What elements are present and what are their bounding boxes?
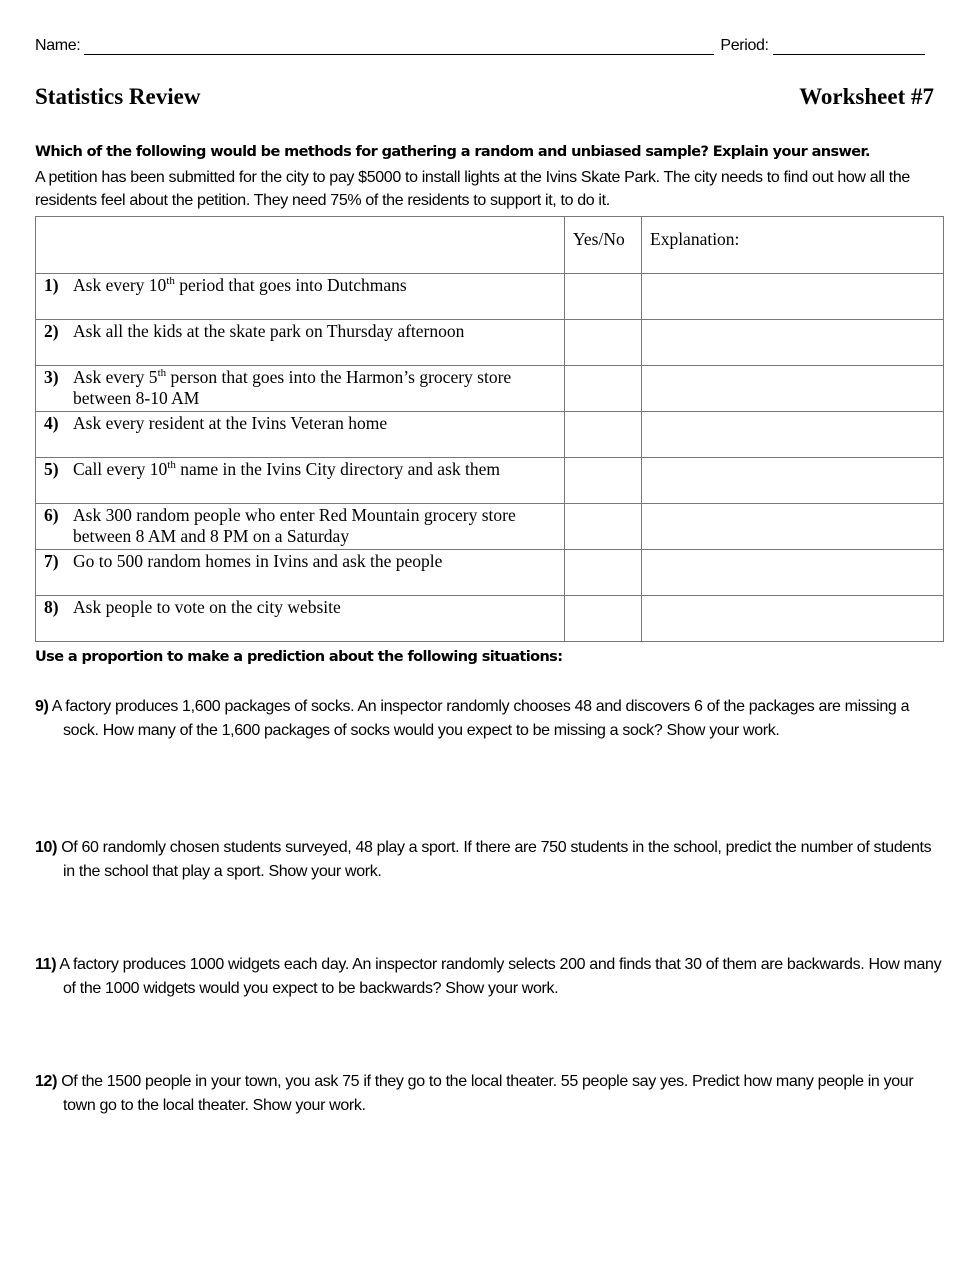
explanation-cell[interactable] — [642, 550, 944, 596]
question-number: 11) — [35, 956, 57, 973]
method-text-part: name in the Ivins City directory and ask them — [175, 459, 501, 479]
method-cell — [36, 550, 565, 596]
method-text — [73, 597, 553, 618]
method-cell — [36, 274, 565, 320]
table-row — [36, 412, 944, 458]
section2-heading: Use a proportion to make a prediction about the following situations: — [35, 649, 563, 665]
item-number: 1) — [44, 275, 59, 295]
table-header-row — [36, 217, 944, 274]
question-9 — [35, 695, 945, 742]
ordinal-suffix: th — [157, 367, 167, 380]
name-field[interactable] — [84, 38, 714, 55]
item-number: 8) — [44, 597, 59, 617]
table-row — [36, 596, 944, 642]
item-number: 4) — [44, 413, 59, 433]
method-text — [73, 459, 553, 480]
method-cell — [36, 412, 565, 458]
method-text-part: Go to 500 random homes in Ivins and ask the people — [73, 551, 443, 571]
method-text-part: person that goes into the Harmon’s grocery store between 8-10 AM — [73, 367, 512, 408]
name-period-row — [35, 37, 940, 55]
section1-heading: Which of the following would be methods for gathering a random and unbiased sample? Explain your answer. — [35, 144, 870, 160]
question-number: 12) — [35, 1073, 58, 1090]
method-cell — [36, 504, 565, 550]
work-space-12[interactable] — [35, 1122, 945, 1242]
method-cell — [36, 366, 565, 412]
work-space-11[interactable] — [35, 1005, 945, 1065]
method-text-part: Ask every 5 — [73, 367, 158, 387]
explanation-cell[interactable] — [642, 596, 944, 642]
explanation-cell[interactable] — [642, 412, 944, 458]
sampling-methods-table — [35, 216, 944, 642]
method-text — [73, 321, 553, 342]
method-text-part: Ask people to vote on the city website — [73, 597, 341, 617]
header-method — [36, 217, 565, 274]
ordinal-suffix: th — [167, 459, 176, 472]
table-row — [36, 504, 944, 550]
item-number: 6) — [44, 505, 59, 525]
question-text: Of the 1500 people in your town, you ask 75 if they go to the local theater. 55 people say yes. Predict how many people in your town go to the local theater. Show your work. — [61, 1073, 914, 1114]
method-text-part: period that goes into Dutchmans — [174, 275, 407, 295]
yes-no-cell[interactable] — [565, 366, 642, 412]
question-number: 9) — [35, 698, 49, 715]
explanation-cell[interactable] — [642, 504, 944, 550]
period-label: Period: — [720, 37, 769, 54]
name-label: Name: — [35, 37, 81, 54]
yes-no-cell[interactable] — [565, 550, 642, 596]
question-11 — [35, 953, 945, 1000]
table-row — [36, 274, 944, 320]
header-yes-no: Yes/No — [565, 217, 642, 274]
method-text — [73, 367, 553, 409]
method-text — [73, 551, 553, 572]
item-number: 7) — [44, 551, 59, 571]
method-text — [73, 275, 553, 296]
question-number: 10) — [35, 839, 58, 856]
header-explanation: Explanation: — [642, 217, 944, 274]
yes-no-cell[interactable] — [565, 458, 642, 504]
explanation-cell[interactable] — [642, 320, 944, 366]
question-text: A factory produces 1,600 packages of socks. An inspector randomly chooses 48 and discovers 6 of the packages are missing a sock. How many of the 1,600 packages of socks would you expect to be missing a sock? Show your work. — [51, 698, 910, 739]
work-space-9[interactable] — [35, 770, 945, 830]
yes-no-cell[interactable] — [565, 504, 642, 550]
method-text — [73, 505, 553, 547]
yes-no-cell[interactable] — [565, 274, 642, 320]
method-text-part: Ask all the kids at the skate park on Thursday afternoon — [73, 321, 465, 341]
table-row — [36, 320, 944, 366]
yes-no-cell[interactable] — [565, 412, 642, 458]
method-text — [73, 413, 553, 434]
method-cell — [36, 320, 565, 366]
method-text-part: Ask 300 random people who enter Red Mountain grocery store between 8 AM and 8 PM on a Saturday — [73, 505, 516, 546]
item-number: 5) — [44, 459, 59, 479]
method-cell — [36, 596, 565, 642]
explanation-cell[interactable] — [642, 458, 944, 504]
yes-no-cell[interactable] — [565, 596, 642, 642]
method-text-part: Ask every resident at the Ivins Veteran home — [73, 413, 388, 433]
table-row — [36, 550, 944, 596]
explanation-cell[interactable] — [642, 274, 944, 320]
yes-no-cell[interactable] — [565, 320, 642, 366]
method-text-part: Ask every 10 — [73, 275, 167, 295]
worksheet-number: Worksheet #7 — [799, 84, 934, 109]
item-number: 3) — [44, 367, 59, 387]
question-12 — [35, 1070, 945, 1117]
explanation-cell[interactable] — [642, 366, 944, 412]
ordinal-suffix: th — [166, 275, 175, 288]
question-10 — [35, 836, 945, 883]
table-row — [36, 366, 944, 412]
table-row — [36, 458, 944, 504]
work-space-10[interactable] — [35, 888, 945, 948]
section1-intro: A petition has been submitted for the city to pay $5000 to install lights at the Ivins Skate Park. The city needs to find out how all the residents feel about the petition. They need 75% of the residents to support it, to do it. — [35, 169, 910, 209]
question-text: Of 60 randomly chosen students surveyed, 48 play a sport. If there are 750 students in the school, predict the number of students in the school that play a sport. Show your work. — [61, 839, 932, 880]
question-text: A factory produces 1000 widgets each day. An inspector randomly selects 200 and finds that 30 of them are backwards. How many of the 1000 widgets would you expect to be backwards? Show your work. — [59, 956, 942, 997]
page-title: Statistics Review — [35, 84, 201, 109]
period-field[interactable] — [773, 38, 925, 55]
method-text-part: Call every 10 — [73, 459, 168, 479]
method-cell — [36, 458, 565, 504]
item-number: 2) — [44, 321, 59, 341]
